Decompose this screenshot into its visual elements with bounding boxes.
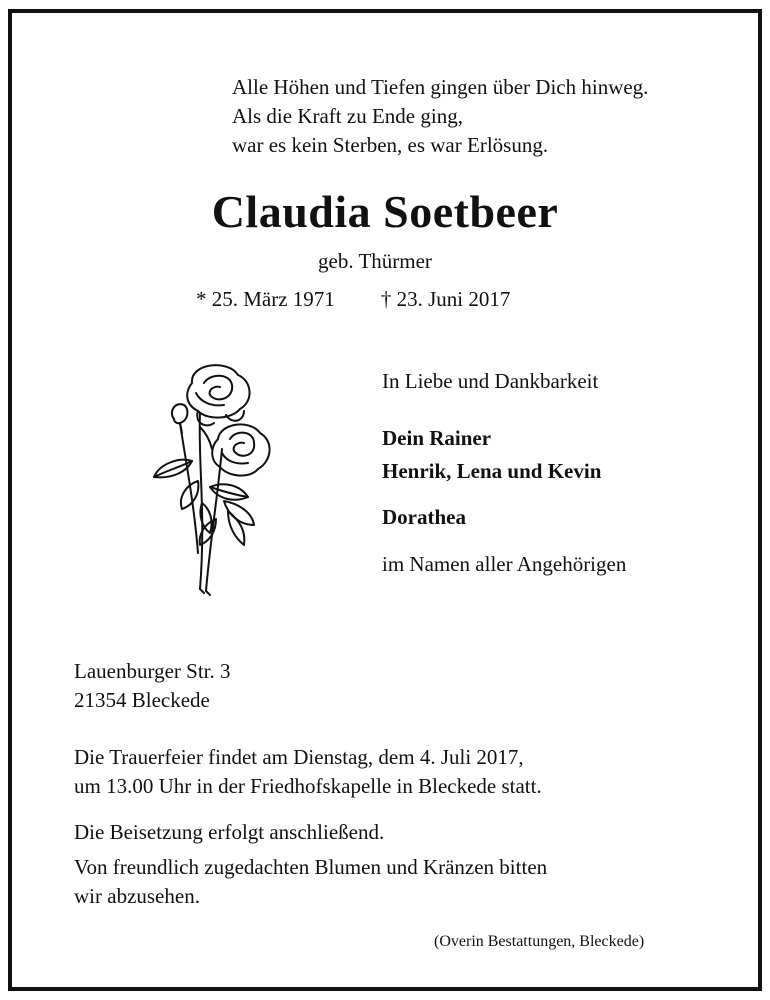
deceased-name: Claudia Soetbeer bbox=[211, 186, 559, 237]
ceremony-line-1: Die Trauerfeier findet am Dienstag, dem 4. Juli 2017, bbox=[74, 745, 524, 769]
funeral-home-credit: (Overin Bestattungen, Bleckede) bbox=[434, 933, 645, 950]
flowers-line-2: wir abzusehen. bbox=[74, 884, 200, 908]
life-dates bbox=[196, 287, 510, 312]
flowers-notice bbox=[74, 853, 547, 911]
flowers-line-1: Von freundlich zugedachten Blumen und Kränzen bitten bbox=[74, 855, 548, 879]
ceremony-line-2: um 13.00 Uhr in der Friedhofskapelle in Bleckede statt. bbox=[74, 774, 542, 798]
mourner-names-2: Henrik, Lena und Kevin bbox=[382, 459, 602, 483]
death-date: † 23. Juni 2017 bbox=[380, 287, 511, 311]
poem-line-2: Als die Kraft zu Ende ging, bbox=[232, 104, 463, 128]
maiden-name: geb. Thürmer bbox=[318, 249, 432, 273]
obituary-frame bbox=[8, 9, 762, 991]
mourner-names-1: Dein Rainer bbox=[382, 426, 492, 450]
poem-line-3: war es kein Sterben, es war Erlösung. bbox=[232, 133, 549, 157]
mourners-closing: im Namen aller Angehörigen bbox=[382, 552, 627, 576]
mourner-names-3: Dorathea bbox=[382, 505, 466, 529]
address-city: 21354 Bleckede bbox=[74, 688, 210, 712]
poem-line-1: Alle Höhen und Tiefen gingen über Dich hinweg. bbox=[232, 75, 649, 99]
poem bbox=[232, 73, 648, 160]
birth-date: * 25. März 1971 bbox=[196, 287, 335, 311]
address-street: Lauenburger Str. 3 bbox=[74, 659, 231, 683]
rose-illustration-icon bbox=[140, 353, 274, 597]
burial-notice: Die Beisetzung erfolgt anschließend. bbox=[74, 820, 385, 844]
mourners-intro: In Liebe und Dankbarkeit bbox=[382, 369, 599, 393]
ceremony-notice bbox=[74, 743, 542, 801]
address bbox=[74, 657, 231, 715]
